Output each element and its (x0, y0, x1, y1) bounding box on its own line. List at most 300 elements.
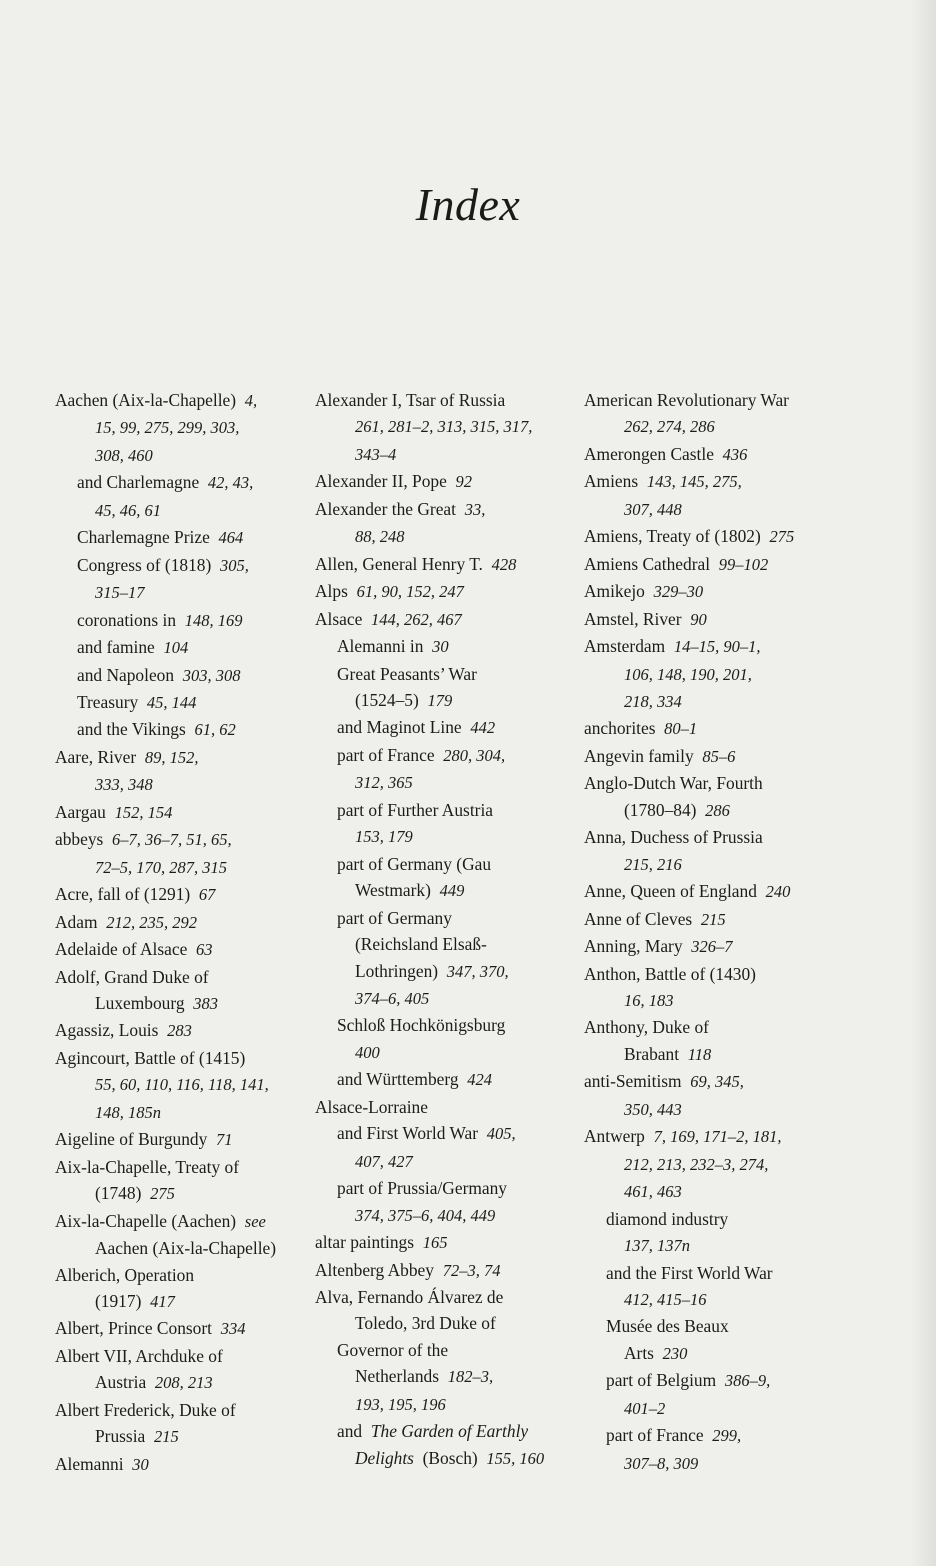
entry-term: (1524–5) (355, 689, 419, 710)
entry-term: part of Belgium (606, 1370, 717, 1391)
entry-term: part of Germany (Gau (337, 853, 492, 874)
entry-pages: 215 (153, 1427, 179, 1447)
entry-term: part of Further Austria (337, 799, 493, 820)
entry-pages: 305, (219, 555, 249, 575)
entry-term: Westmark) (355, 880, 431, 901)
entry-term: (Reichsland Elsaß- (355, 934, 487, 955)
index-entry (315, 551, 585, 578)
index-entry (315, 578, 585, 605)
entry-pages: 42, 43, (207, 473, 254, 493)
index-entry (584, 743, 854, 770)
entry-pages: 88, 248 (355, 527, 405, 547)
entry-term: (1917) (95, 1290, 142, 1311)
entry-pages: 307, 448 (624, 499, 682, 519)
entry-term: Amstel, River (584, 608, 682, 629)
entry-term: Alberich, Operation (55, 1264, 195, 1285)
index-entry (584, 606, 854, 633)
entry-term: part of Prussia/Germany (337, 1178, 508, 1199)
index-entry (55, 689, 325, 716)
entry-term: and the Vikings (77, 719, 186, 740)
entry-pages: 148, 185n (95, 1102, 161, 1122)
entry-pages: 312, 365 (355, 773, 413, 793)
index-entry (55, 716, 325, 743)
index-entry (55, 990, 325, 1017)
index-entry (584, 1313, 854, 1339)
entry-term: Anglo-Dutch War, Fourth (584, 773, 763, 794)
index-entry (315, 985, 585, 1012)
index-entry (315, 413, 585, 440)
entry-pages: 215, 216 (624, 854, 682, 874)
entry-term: (1748) (95, 1183, 142, 1204)
entry-pages: 99–102 (718, 554, 769, 574)
index-entry (315, 1120, 585, 1147)
index-entry (315, 742, 585, 769)
index-entry (55, 1180, 325, 1207)
index-entry (315, 1363, 585, 1390)
index-entry (584, 496, 854, 523)
entry-term: Anne, Queen of England (584, 881, 757, 902)
entry-term: Amsterdam (584, 636, 666, 657)
index-entry (584, 1260, 854, 1286)
entry-pages: 333, 348 (95, 775, 153, 795)
index-entry (55, 1343, 325, 1369)
entry-pages: 182–3, (447, 1367, 494, 1387)
entry-term: Musée des Beaux (606, 1316, 729, 1337)
entry-term: Anning, Mary (584, 936, 683, 957)
entry-pages: 407, 427 (355, 1151, 413, 1171)
entry-pages: 329–30 (653, 582, 704, 602)
index-entry (584, 1178, 854, 1205)
entry-pages: 280, 304, (443, 745, 506, 765)
index-entry (55, 524, 325, 551)
entry-term: Congress of (1818) (77, 554, 212, 575)
entry-pages: 405, (486, 1124, 516, 1144)
index-column-2 (315, 387, 585, 1472)
index-entry (315, 1039, 585, 1066)
entry-term: Alps (315, 581, 348, 602)
entry-term: Netherlands (355, 1366, 440, 1387)
entry-term: and the First World War (606, 1262, 773, 1283)
entry-term: Aachen (Aix-la-Chapelle) (95, 1238, 277, 1259)
index-entry (315, 633, 585, 660)
entry-pages: 326–7 (691, 937, 733, 957)
entry-pages: 461, 463 (624, 1182, 682, 1202)
index-column-3 (584, 387, 854, 1477)
index-entry (584, 441, 854, 468)
entry-term: Anne of Cleves (584, 908, 693, 929)
entry-term-tail: (Bosch) (422, 1447, 478, 1468)
entry-term: Anthony, Duke of (584, 1017, 709, 1038)
entry-pages: 464 (218, 528, 244, 548)
index-entry (584, 1367, 854, 1394)
index-entry (315, 468, 585, 495)
entry-pages: 6–7, 36–7, 51, 65, (112, 830, 232, 850)
entry-pages: see (244, 1211, 266, 1231)
entry-term: coronations in (77, 609, 177, 630)
entry-term: and First World War (337, 1123, 478, 1144)
entry-term: Allen, General Henry T. (315, 553, 483, 574)
entry-pages: 230 (662, 1343, 688, 1363)
entry-pages: 4, (244, 391, 258, 410)
entry-term: and famine (77, 637, 155, 658)
entry-pages: 45, 144 (146, 692, 197, 712)
index-entry (584, 1096, 854, 1123)
index-entry (315, 905, 585, 931)
index-entry (55, 1045, 325, 1071)
entry-pages: 275 (769, 527, 795, 547)
entry-term: altar paintings (315, 1232, 415, 1253)
entry-pages: 262, 274, 286 (624, 417, 715, 437)
entry-pages: 442 (470, 718, 496, 738)
entry-pages: 152, 154 (114, 802, 173, 822)
entry-term: Prussia (95, 1426, 146, 1447)
entry-term: Lothringen) (355, 960, 439, 981)
index-entry (584, 578, 854, 605)
entry-pages: 155, 160 (486, 1448, 545, 1468)
entry-pages: 283 (167, 1021, 192, 1041)
entry-pages: 106, 148, 190, 201, (624, 664, 752, 684)
entry-pages: 208, 213 (154, 1373, 213, 1393)
index-entry (315, 797, 585, 823)
entry-pages: 215 (700, 909, 726, 929)
entry-pages: 424 (467, 1070, 492, 1090)
entry-term: Alva, Fernando Álvarez de (315, 1286, 504, 1307)
index-entry (315, 1094, 585, 1120)
entry-term: part of France (337, 744, 435, 765)
entry-term: Alsace-Lorraine (315, 1096, 428, 1117)
index-entry (315, 1229, 585, 1256)
entry-term: Amiens Cathedral (584, 553, 711, 574)
index-entry (315, 1148, 585, 1175)
entry-term: Brabant (624, 1043, 680, 1064)
entry-pages: 104 (163, 638, 189, 658)
entry-term: Aix-la-Chapelle, Treaty of (55, 1156, 240, 1177)
index-entry (315, 877, 585, 904)
entry-pages: 92 (455, 472, 473, 492)
entry-pages: 417 (150, 1291, 175, 1311)
index-entry (315, 523, 585, 550)
entry-term: Alexander II, Pope (315, 471, 447, 492)
entry-term: and Maginot Line (337, 717, 462, 738)
page-edge-shadow (910, 0, 936, 1566)
index-entry (55, 1235, 325, 1261)
entry-pages: 315–17 (95, 583, 145, 603)
entry-pages: 67 (198, 885, 216, 905)
index-entry (584, 468, 854, 495)
entry-term: Adolf, Grand Duke of (55, 966, 209, 987)
entry-pages: 212, 235, 292 (106, 912, 197, 932)
index-entry (55, 1071, 325, 1098)
index-entry (315, 1418, 585, 1444)
index-entry (584, 1151, 854, 1178)
entry-term: Agassiz, Louis (55, 1020, 159, 1041)
index-entry (584, 1041, 854, 1068)
entry-pages: 55, 60, 110, 116, 118, 141, (95, 1075, 269, 1095)
index-entry (55, 1288, 325, 1315)
entry-term: Adelaide of Alsace (55, 939, 188, 960)
entry-term: and Württemberg (337, 1069, 459, 1090)
entry-pages: 308, 460 (95, 445, 153, 465)
index-entry (315, 1066, 585, 1093)
entry-pages: 436 (722, 444, 748, 464)
index-entry (55, 387, 325, 414)
entry-term: Luxembourg (95, 992, 185, 1013)
entry-term: Aix-la-Chapelle (Aachen) (55, 1210, 237, 1231)
index-entry (584, 987, 854, 1014)
entry-pages: 193, 195, 196 (355, 1394, 446, 1414)
index-entry (315, 714, 585, 741)
entry-term: anti-Semitism (584, 1071, 682, 1092)
entry-term: abbeys (55, 829, 104, 850)
entry-term: Altenberg Abbey (315, 1259, 434, 1280)
entry-term: Aargau (55, 801, 106, 822)
index-column-1 (55, 387, 325, 1478)
index-entry (315, 851, 585, 877)
index-entry (55, 552, 325, 579)
index-entry (584, 633, 854, 660)
index-entry (584, 878, 854, 905)
entry-term: Albert Frederick, Duke of (55, 1399, 236, 1420)
entry-pages: 212, 213, 232–3, 274, (624, 1154, 769, 1174)
entry-pages: 15, 99, 275, 299, 303, (95, 418, 240, 438)
entry-term: Agincourt, Battle of (1415) (55, 1047, 246, 1068)
index-entry (584, 933, 854, 960)
entry-term: and Charlemagne (77, 472, 200, 493)
entry-pages: 347, 370, (446, 961, 509, 981)
entry-pages: 374, 375–6, 404, 449 (355, 1205, 496, 1225)
index-entry (55, 1315, 325, 1342)
index-entry (55, 909, 325, 936)
entry-term: Anna, Duchess of Prussia (584, 827, 763, 848)
index-entry (584, 1422, 854, 1449)
index-entry (315, 1175, 585, 1201)
index-entry (315, 1391, 585, 1418)
index-entry (584, 1123, 854, 1150)
entry-pages: 85–6 (702, 746, 736, 766)
index-entry (584, 413, 854, 440)
index-entry (584, 961, 854, 987)
entry-pages: 137, 137n (624, 1236, 690, 1256)
index-entry (315, 387, 585, 413)
index-entry (55, 1017, 325, 1044)
index-entry (315, 1202, 585, 1229)
entry-pages: 412, 415–16 (624, 1289, 707, 1309)
index-entry (315, 496, 585, 523)
entry-pages: 350, 443 (624, 1099, 682, 1119)
entry-pages: 153, 179 (355, 827, 413, 847)
entry-term: anchorites (584, 718, 656, 739)
entry-term: Charlemagne Prize (77, 527, 210, 548)
entry-pages: 400 (355, 1042, 380, 1062)
entry-term: Aachen (Aix-la-Chapelle) (55, 390, 237, 410)
entry-pages: 299, (712, 1426, 742, 1446)
index-entry (584, 824, 854, 850)
entry-term: Arts (624, 1342, 654, 1363)
entry-pages: 16, 183 (624, 990, 674, 1010)
index-entry (55, 771, 325, 798)
entry-pages: 45, 46, 61 (95, 500, 161, 520)
entry-term: and Napoleon (77, 664, 175, 685)
entry-pages: 30 (432, 637, 449, 657)
entry-term: Amiens (584, 471, 639, 492)
entry-pages: 261, 281–2, 313, 315, 317, (355, 417, 533, 437)
index-entry (584, 661, 854, 688)
entry-term: Amiens, Treaty of (1802) (584, 526, 761, 547)
index-entry (315, 687, 585, 714)
index-entry (315, 661, 585, 687)
entry-term: Anthon, Battle of (1430) (584, 963, 756, 984)
entry-pages: 386–9, (724, 1371, 771, 1391)
entry-term: part of France (606, 1425, 704, 1446)
entry-pages: 89, 152, (144, 747, 199, 767)
entry-pages: 218, 334 (624, 691, 682, 711)
entry-pages: 428 (491, 554, 517, 574)
index-entry (584, 387, 854, 413)
entry-term: Antwerp (584, 1126, 645, 1147)
entry-term: Alexander the Great (315, 498, 456, 519)
index-entry (584, 1068, 854, 1095)
entry-term: Alemanni in (337, 636, 424, 657)
entry-pages: 383 (193, 993, 218, 1013)
index-entry (55, 1369, 325, 1396)
entry-title-italic: Delights (355, 1447, 414, 1468)
entry-term: Treasury (77, 691, 139, 712)
index-entry (55, 634, 325, 661)
entry-term: Great Peasants’ War (337, 663, 477, 684)
index-entry (584, 1286, 854, 1313)
entry-pages: 90 (690, 609, 707, 629)
index-entry (584, 851, 854, 878)
entry-pages: 144, 262, 467 (371, 609, 462, 629)
entry-pages: 148, 169 (184, 610, 243, 630)
entry-term: (1780–84) (624, 799, 697, 820)
index-entry (315, 1284, 585, 1310)
entry-term: Acre, fall of (1291) (55, 884, 191, 905)
entry-term: Amerongen Castle (584, 443, 714, 464)
entry-pages: 143, 145, 275, (646, 472, 742, 492)
entry-term: Alemanni (55, 1453, 124, 1474)
index-entry (55, 1099, 325, 1126)
entry-term: Adam (55, 911, 98, 932)
index-entry (584, 906, 854, 933)
entry-pages: 30 (132, 1454, 149, 1474)
index-entry (55, 1262, 325, 1288)
index-entry (315, 1257, 585, 1284)
index-entry (55, 607, 325, 634)
entry-pages: 286 (705, 800, 730, 820)
entry-pages: 71 (216, 1130, 233, 1150)
index-entry (55, 1423, 325, 1450)
index-entry (55, 964, 325, 990)
index-entry (584, 1450, 854, 1477)
entry-term: Austria (95, 1372, 147, 1393)
index-entry (315, 1012, 585, 1038)
index-entry (55, 881, 325, 908)
index-entry (55, 579, 325, 606)
index-entry (584, 688, 854, 715)
entry-pages: 343–4 (355, 444, 397, 464)
entry-pages: 179 (427, 690, 453, 710)
entry-pages: 69, 345, (690, 1072, 744, 1092)
entry-term: and (337, 1421, 363, 1442)
index-entry (55, 414, 325, 441)
index-entry (315, 958, 585, 985)
index-entry (55, 497, 325, 524)
entry-term: Albert VII, Archduke of (55, 1345, 223, 1366)
entry-pages: 63 (196, 940, 213, 960)
index-entry (584, 797, 854, 824)
entry-term: diamond industry (606, 1208, 729, 1229)
index-entry (584, 523, 854, 550)
entry-term: American Revolutionary War (584, 390, 789, 410)
entry-term: part of Germany (337, 907, 452, 928)
entry-term: Toledo, 3rd Duke of (355, 1313, 496, 1334)
index-entry (315, 1337, 585, 1363)
entry-pages: 33, (464, 499, 486, 519)
index-entry (584, 1340, 854, 1367)
entry-pages: 165 (422, 1233, 448, 1253)
entry-pages: 80–1 (664, 719, 698, 739)
index-entry (55, 1126, 325, 1153)
index-entry (315, 441, 585, 468)
index-entry (55, 854, 325, 881)
index-entry (315, 1445, 585, 1472)
entry-pages: 307–8, 309 (624, 1453, 699, 1473)
index-entry (584, 1206, 854, 1232)
entry-pages: 61, 90, 152, 247 (356, 582, 464, 602)
entry-pages: 14–15, 90–1, (673, 637, 761, 657)
index-entry (584, 551, 854, 578)
entry-pages: 72–5, 170, 287, 315 (95, 857, 227, 877)
index-entry (55, 442, 325, 469)
entry-term: Alsace (315, 608, 363, 629)
index-entry (315, 931, 585, 957)
entry-pages: 61, 62 (194, 720, 236, 740)
index-entry (584, 1014, 854, 1040)
entry-pages: 118 (687, 1044, 712, 1064)
index-entry (584, 1232, 854, 1259)
entry-pages: 240 (765, 882, 791, 902)
index-entry (584, 715, 854, 742)
index-entry (584, 1395, 854, 1422)
entry-term: Schloß Hochkönigsburg (337, 1015, 506, 1036)
index-entry (55, 1208, 325, 1235)
entry-pages: 72–3, 74 (442, 1260, 501, 1280)
index-entry (315, 823, 585, 850)
index-entry (55, 744, 325, 771)
index-entry (315, 1310, 585, 1336)
index-entry (584, 770, 854, 796)
index-entry (55, 799, 325, 826)
entry-pages: 401–2 (624, 1398, 666, 1418)
index-entry (55, 469, 325, 496)
entry-term: Amikejo (584, 581, 645, 602)
entry-pages: 7, 169, 171–2, 181, (653, 1127, 782, 1147)
entry-pages: 275 (150, 1184, 175, 1204)
index-entry (315, 769, 585, 796)
index-entry (55, 1397, 325, 1423)
index-entry (55, 936, 325, 963)
entry-title-italic: The Garden of Earthly (370, 1421, 529, 1442)
page-title: Index (415, 179, 521, 230)
entry-pages: 334 (220, 1319, 246, 1339)
entry-term: Albert, Prince Consort (55, 1318, 212, 1339)
entry-term: Aigeline of Burgundy (55, 1129, 208, 1150)
index-entry (55, 826, 325, 853)
index-entry (55, 1451, 325, 1478)
entry-pages: 303, 308 (182, 665, 241, 685)
entry-term: Governor of the (337, 1339, 449, 1360)
